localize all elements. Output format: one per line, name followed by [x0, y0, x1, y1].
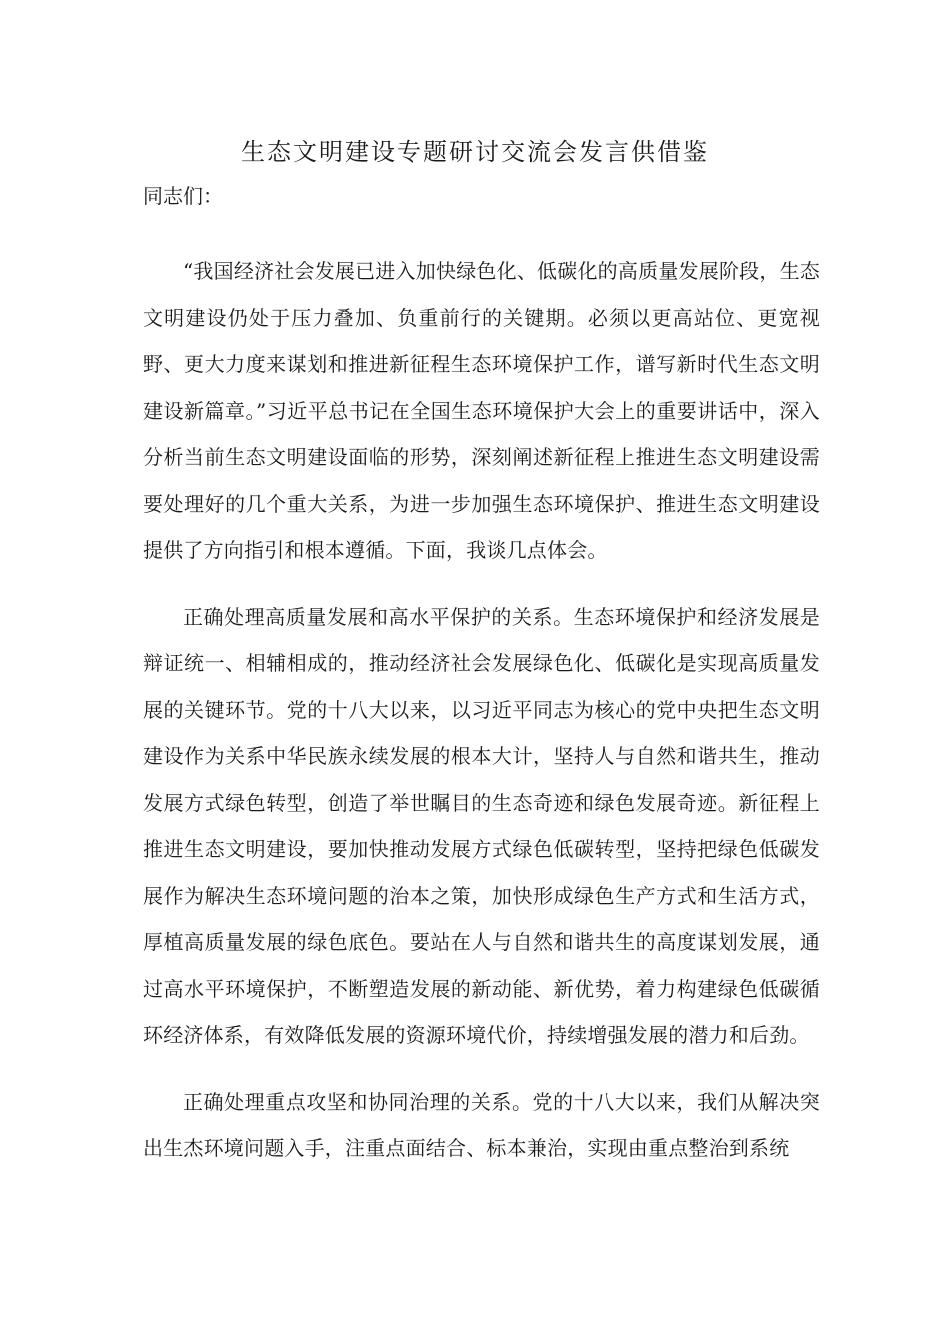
paragraph-key-tasks-coordination: 正确处理重点攻坚和协同治理的关系。党的十八大以来，我们从解决突出生杰环境问题入手，注重点面结合、标本兼治，实现由重点整治到系统 [143, 1089, 820, 1160]
paragraph-intro: “我国经济社会发展已进入加快绿色化、低碳化的高质量发展阶段，生态文明建设仍处于压力叠加、负重前行的关键期。必须以更高站位、更宽视野、更大力度来谋划和推进新征程生态环境保护工作，谱写新时代生态文明建设新篇章。”习近平总书记在全国生态环境保护大会上的重要讲话中，深入分析当前生态文明建设面临的形势，深刻阐述新征程上推进生态文明建设需要处理好的几个重大关系，为进一步加强生态环境保护、推进生态文明建设提供了方向指引和根本遵循。下面，我谈几点体会。 [143, 259, 820, 562]
document-title: 生态文明建设专题研讨交流会发言供借鉴 [241, 138, 709, 166]
document-body [143, 248, 820, 1172]
greeting: 同志们： [143, 184, 223, 208]
paragraph-development-protection: 正确处理高质量发展和高水平保护的关系。生态环境保护和经济发展是辩证统一、相辅相成的，推动经济社会发展绿色化、低碳化是实现高质量发展的关键环节。党的十八大以来，以习近平同志为核心的党中央把生态文明建设作为关系中华民族永续发展的根本大计，坚持人与自然和谐共生，推动发展方式绿色转型，创造了举世瞩目的生态奇迹和绿色发展奇迹。新征程上推进生态文明建设，要加快推动发展方式绿色低碳转型，坚持把绿色低碳发展作为解决生态环境问题的治本之策，加快形成绿色生产方式和生活方式，厚植高质量发展的绿色底色。要站在人与自然和谐共生的高度谋划发展，通过高水平环境保护，不断塑造发展的新动能、新优势，着力构建绿色低碳循环经济体系，有效降低发展的资源环境代价，持续增强发展的潜力和后劲。 [143, 604, 820, 1047]
